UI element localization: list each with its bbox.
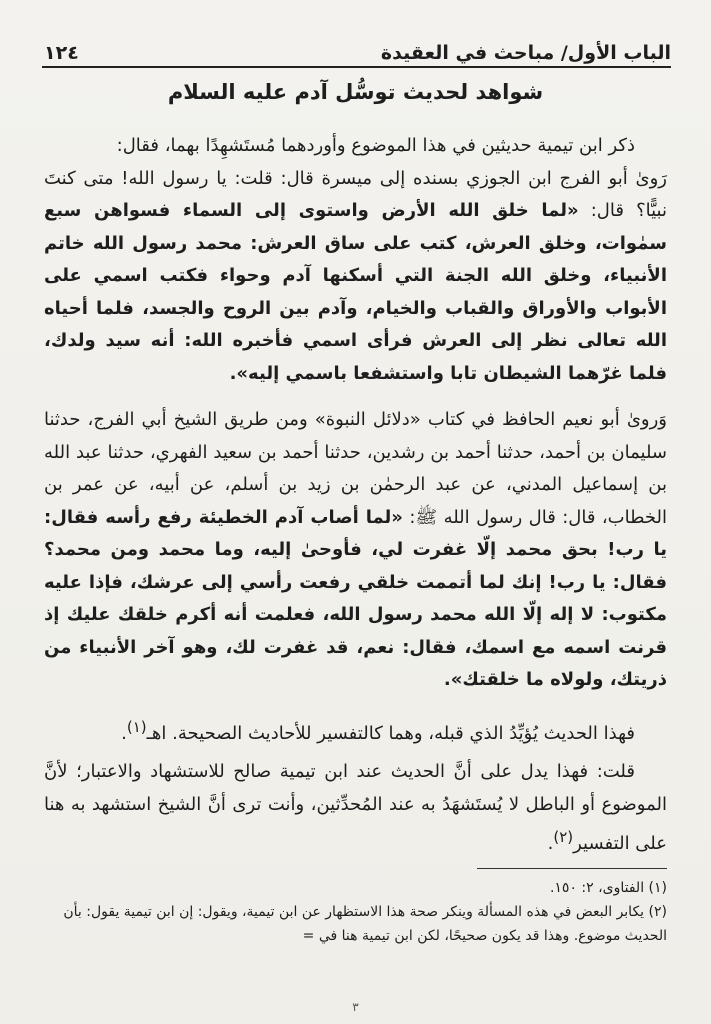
paragraph [44, 756, 667, 861]
paragraph [44, 711, 667, 751]
chapter-title: الباب الأول/ مباحث في العقيدة [380, 42, 671, 64]
footnote-ref: (٢) [553, 828, 574, 846]
footnotes [44, 876, 667, 948]
text-run: رَوىٰ أبو الفرج ابن الجوزي بسنده إلى ميسرة قال: قلت: يا رسول الله! متى كنتَ نبيًّا؟ قال: [44, 167, 667, 221]
footnote-rule [477, 868, 667, 869]
running-head [44, 34, 671, 64]
text-run: . [121, 722, 127, 744]
footnote-ref: (١) [126, 717, 147, 736]
text-run: فهذا الحديث يُؤيِّدُ الذي قبله، وهما كالتفسير للأحاديث الصحيحة. اهـ [146, 722, 635, 744]
paragraph [44, 404, 667, 697]
text-run: وَروىٰ أبو نعيم الحافظ في كتاب «دلائل النبوة» ومن طريق الشيخ أبي الفرج، حدثنا سليمان بن أحمد، حدثنا أحمد بن رشدين، حدثنا أحمد بن سعيد الفهري، حدثنا عبد الله بن إسماعيل المدني، عن عبد الرحمٰن بن زيد بن أسلم، عن أبيه، عن عمر بن الخطاب، قال: قال رسول الله ﷺ: [44, 409, 667, 528]
paragraph [44, 130, 667, 163]
footnote: (٢) يكابر البعض في هذه المسألة وينكر صحة هذا الاستظهار عن ابن تيمية، ويقول: إن ابن تيمية يقول: بأن الحديث موضوع. وهذا قد يكون صحيحًا، لكن ابن تيمية هنا في = [63, 904, 667, 944]
footnote: (١) الفتاوى، ٢: ١٥٠. [549, 880, 667, 896]
body-text [44, 130, 667, 861]
page-number: ١٢٤ [44, 42, 79, 64]
header-rule [42, 66, 671, 68]
quoted-hadith: «لما أصاب آدم الخطيئة رفع رأسه فقال: يا رب! بحق محمد إلّا غفرت لي، فأوحىٰ إليه، وما محمد ومن محمد؟ فقال: يا رب! إنك لما أتممت خلقي رفعت رأسي إلى عرشك، فإذا عليه مكتوب: لا إله إلّا الله محمد رسول الله، فعلمت أنه أكرم خلقك عليك إذ قرنت اسمه مع اسمك، فقال: نعم، قد غفرت لك، وهو آخر الأنبياء من ذريتك، ولولاه ما خلقتك». [44, 506, 667, 690]
section-title: شواهد لحديث توسُّل آدم عليه السلام [167, 80, 544, 104]
text-run: . [547, 833, 554, 854]
text-run: قلت: فهذا يدل على أنَّ الحديث عند ابن تيمية صالح للاستشهاد والاعتبار؛ لأنَّ الموضوع أو الباطل لا يُستَشهَدُ به عند المُحدِّثين، وأنت ترى أنَّ الشيخ استشهد به هنا على التفسير [44, 761, 667, 854]
paragraph [44, 163, 667, 391]
quoted-hadith: «لما خلق الله الأرض واستوى إلى السماء فسواهن سبع سمٰوات، وخلق العرش، كتب على ساق العرش: محمد رسول الله خاتم الأنبياء، وخلق الله الجنة التي أسكنها آدم وحواء فكتب اسمي على الأبواب والأوراق والقباب والخيام، وآدم بين الروح والجسد، فلما أحياه الله تعالى نظر إلى العرش فرأى اسمي فأخبره الله: أنه سيد ولدك، فلما غرّهما الشيطان تابا واستشفعا باسمي إليه». [44, 200, 667, 384]
text-run: ذكر ابن تيمية حديثين في هذا الموضوع وأوردهما مُستَشهِدًا بهما، فقال: [116, 135, 635, 156]
page-mark: ٣ [352, 1000, 359, 1014]
